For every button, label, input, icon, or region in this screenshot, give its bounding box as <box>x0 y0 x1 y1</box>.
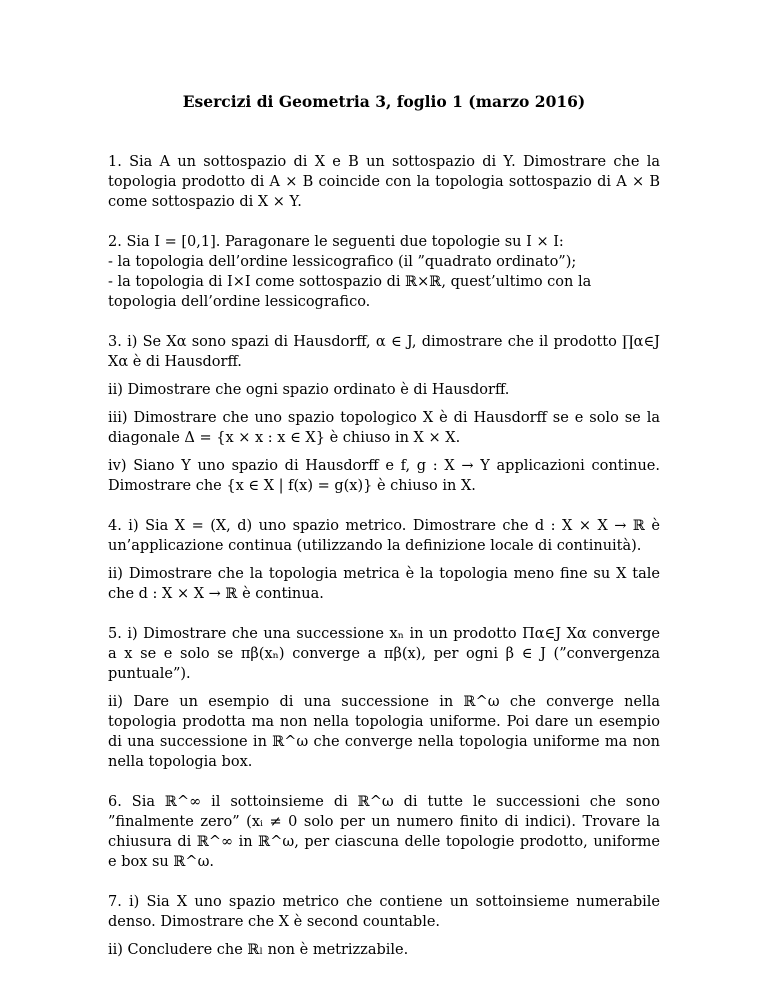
exercise-text: ii) Dimostrare che ogni spazio ordinato è di Hausdorff. <box>108 382 510 398</box>
exercise-text: 4. i) Sia X = (X, d) uno spazio metrico. Dimostrare che d : X × X → ℝ è un’applicazione continua (utilizzando la definizione locale di continuità). <box>108 518 660 554</box>
exercise-6 <box>108 792 660 872</box>
exercise-4 <box>108 516 660 604</box>
exercise-text: 2. Sia I = [0,1]. Paragonare le seguenti due topologie su I × I: <box>108 234 564 250</box>
exercise-text: ii) Dimostrare che la topologia metrica è la topologia meno fine su X tale che d : X × X → ℝ è continua. <box>108 566 660 602</box>
exercise-text: 6. Sia ℝ^∞ il sottoinsieme di ℝ^ω di tutte le successioni che sono ”finalmente zero” (xᵢ ≠ 0 solo per un numero finito di indici). Trovare la chiusura di ℝ^∞ in ℝ^ω, per ciascuna delle topologie prodotto, uniforme e box su ℝ^ω. <box>108 794 660 870</box>
exercise-list <box>108 152 660 980</box>
exercise-text: 7. i) Sia X uno spazio metrico che contiene un sottoinsieme numerabile denso. Dimostrare che X è second countable. <box>108 894 660 930</box>
exercise-text: ii) Concludere che ℝₗ non è metrizzabile. <box>108 942 409 958</box>
exercise-7 <box>108 892 660 960</box>
exercise-item: - la topologia di I×I come sottospazio di ℝ×ℝ, quest’ultimo con la topologia dell’ordine lessicografico. <box>108 274 592 310</box>
exercise-text: 5. i) Dimostrare che una successione xₙ in un prodotto Πα∈J Xα converge a x se e solo se πβ(xₙ) converge a πβ(x), per ogni β ∈ J (”convergenza puntuale”). <box>108 626 660 682</box>
exercise-item: - la topologia dell’ordine lessicografico (il ”quadrato ordinato”); <box>108 254 577 270</box>
exercise-5 <box>108 624 660 772</box>
exercise-text: iii) Dimostrare che uno spazio topologico X è di Hausdorff se e solo se la diagonale Δ = {x × x : x ∈ X} è chiuso in X × X. <box>108 410 660 446</box>
document-title: Esercizi di Geometria 3, foglio 1 (marzo 2016) <box>182 92 586 111</box>
exercise-3 <box>108 332 660 496</box>
exercise-text: iv) Siano Y uno spazio di Hausdorff e f, g : X → Y applicazioni continue. Dimostrare che {x ∈ X | f(x) = g(x)} è chiuso in X. <box>108 458 660 494</box>
exercise-text: 3. i) Se Xα sono spazi di Hausdorff, α ∈ J, dimostrare che il prodotto ∏α∈J Xα è di Hausdorff. <box>108 334 660 370</box>
exercise-text: 1. Sia A un sottospazio di X e B un sottospazio di Y. Dimostrare che la topologia prodotto di A × B coincide con la topologia sottospazio di A × B come sottospazio di X × Y. <box>108 154 660 210</box>
exercise-2 <box>108 232 660 312</box>
exercise-text: ii) Dare un esempio di una successione in ℝ^ω che converge nella topologia prodotta ma non nella topologia uniforme. Poi dare un esempio di una successione in ℝ^ω che converge nella topologia uniforme ma non nella topologia box. <box>108 694 660 770</box>
exercise-1 <box>108 152 660 212</box>
